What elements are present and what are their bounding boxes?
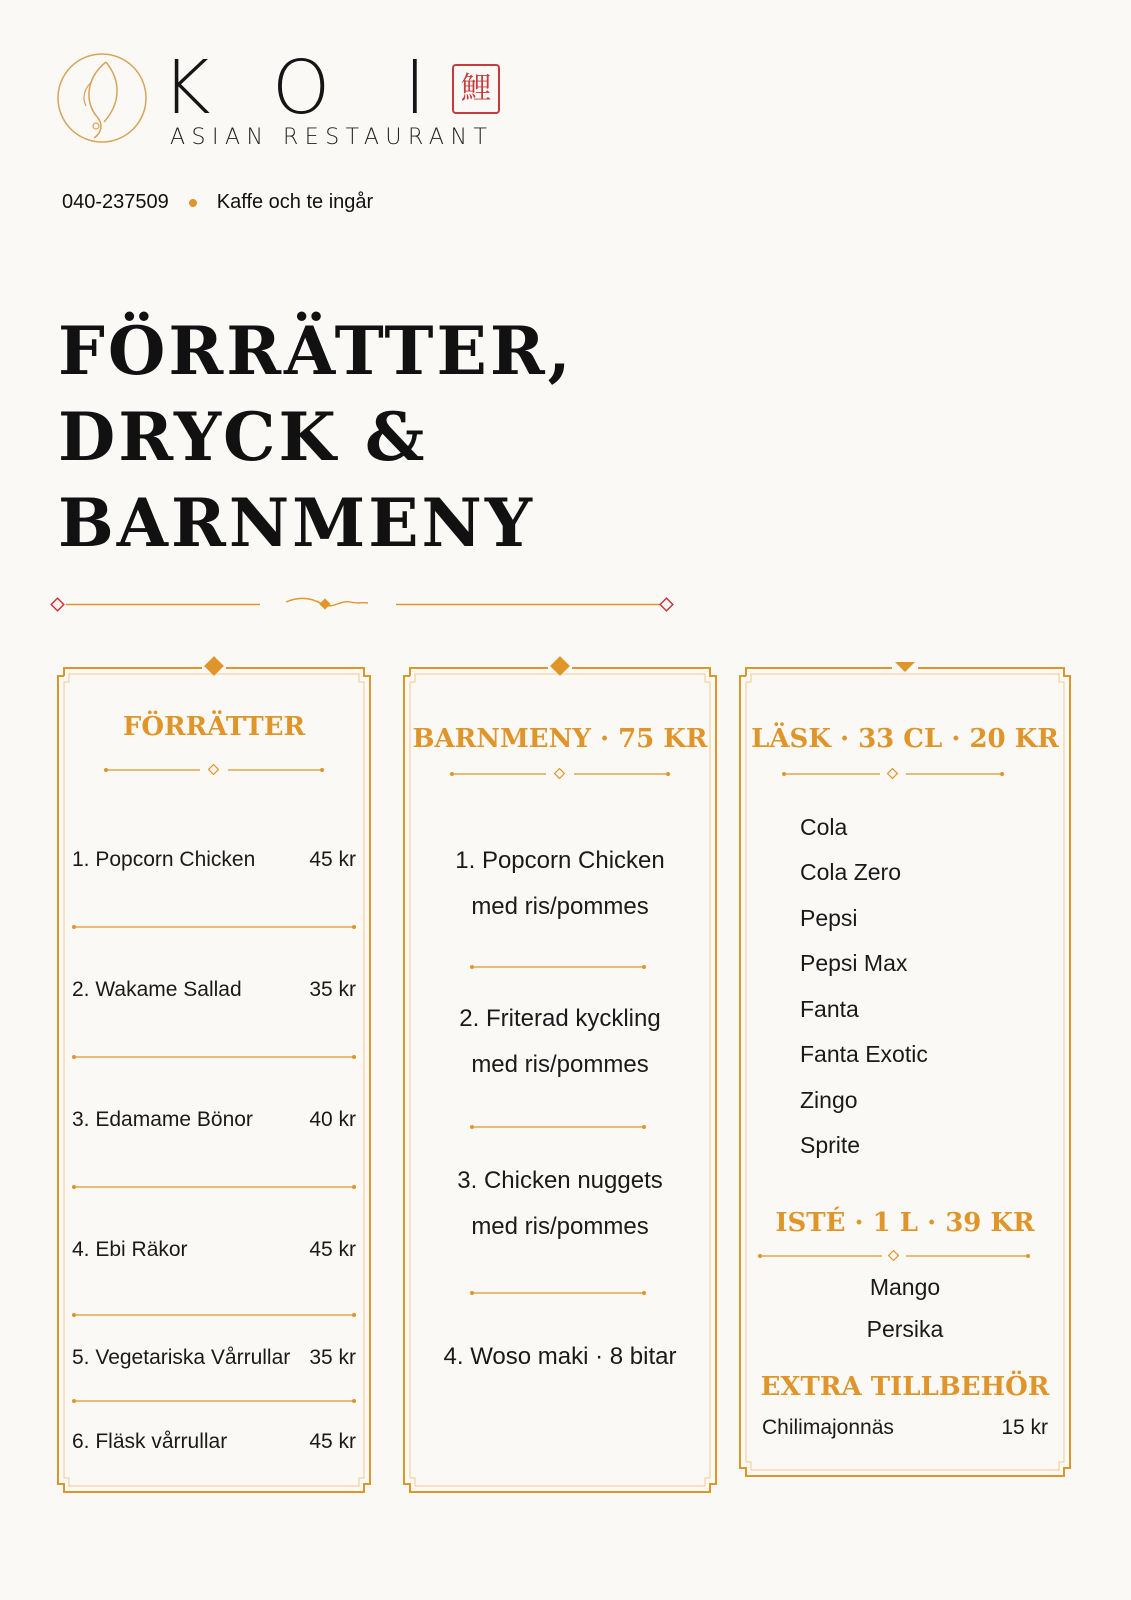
kids-item-side: med ris/pommes <box>471 893 649 920</box>
title-divider <box>450 768 670 780</box>
soda-title: LÄSK · 33 CL · 20 KR <box>751 724 1059 754</box>
kids-menu-card <box>398 656 722 1504</box>
title-divider <box>758 1250 1030 1262</box>
brand-letter-k: K <box>162 45 211 131</box>
drink-item: Cola Zero <box>800 859 901 885</box>
item-price: 45 kr <box>309 1238 356 1261</box>
contact-note: Kaffe och te ingår <box>216 191 374 213</box>
kids-item <box>398 1334 722 1380</box>
drink-item: Fanta Exotic <box>800 1041 928 1067</box>
page-title-line1: FÖRRÄTTER, <box>58 312 574 390</box>
koi-seal-icon: 鯉 <box>452 64 500 114</box>
brand-letter-i: I <box>404 45 426 131</box>
ice-tea-item: Mango <box>869 1274 941 1300</box>
item-price: 45 kr <box>309 848 356 871</box>
item-name: 6. Fläsk vårrullar <box>72 1430 228 1453</box>
card-frame <box>734 656 1076 1488</box>
brand-subtitle: ASIAN RESTAURANT <box>170 125 494 150</box>
page-title-line3: BARNMENY <box>58 484 535 562</box>
ice-tea-item: Persika <box>866 1316 944 1342</box>
kids-item <box>398 838 722 930</box>
kids-item-side: med ris/pommes <box>471 1051 649 1078</box>
title-divider <box>104 764 324 776</box>
item-separator <box>72 1054 356 1060</box>
item-name: 1. Popcorn Chicken <box>72 848 256 871</box>
item-separator <box>470 1124 646 1130</box>
drinks-card <box>734 656 1076 1488</box>
brand-letter-o: O <box>272 45 331 131</box>
koi-logo-icon <box>56 52 148 144</box>
kids-item <box>398 1158 722 1250</box>
item-name: 2. Wakame Sallad <box>72 978 242 1001</box>
drink-item: Pepsi <box>800 905 858 931</box>
drink-item: Fanta <box>800 996 859 1022</box>
title-divider <box>782 768 1004 780</box>
drink-item: Sprite <box>800 1132 861 1158</box>
starters-card <box>52 656 376 1504</box>
extras-title: EXTRA TILLBEHÖR <box>760 1372 1050 1402</box>
card-frame <box>52 656 376 1504</box>
extra-item-price: 15 kr <box>1001 1416 1048 1439</box>
contact-line <box>62 191 373 214</box>
item-separator <box>470 964 646 970</box>
page-title <box>58 308 658 566</box>
kids-item-name: 3. Chicken nuggets <box>457 1167 663 1194</box>
kids-menu-title: BARNMENY · 75 KR <box>412 724 708 754</box>
kids-item <box>398 996 722 1088</box>
item-price: 40 kr <box>309 1108 356 1131</box>
page-title-line2: DRYCK & <box>58 398 428 476</box>
brand-name <box>160 45 460 131</box>
item-price: 35 kr <box>309 978 356 1001</box>
item-name: 4. Ebi Räkor <box>72 1238 188 1261</box>
item-separator <box>72 924 356 930</box>
drink-item: Zingo <box>800 1087 858 1113</box>
item-separator <box>72 1398 356 1404</box>
ornament-divider <box>50 590 690 620</box>
phone-number: 040-237509 <box>62 191 169 213</box>
drink-item: Pepsi Max <box>800 950 908 976</box>
item-price: 35 kr <box>309 1346 356 1369</box>
item-separator <box>72 1184 356 1190</box>
bullet-icon <box>189 199 197 207</box>
extra-item-name: Chilimajonnäs <box>762 1416 894 1439</box>
item-separator <box>72 1312 356 1318</box>
kids-item-name: 4. Woso maki · 8 bitar <box>443 1343 677 1370</box>
item-name: 3. Edamame Bönor <box>72 1108 253 1131</box>
kids-item-side: med ris/pommes <box>471 1213 649 1240</box>
ice-tea-title: ISTÉ · 1 L · 39 KR <box>775 1208 1035 1238</box>
item-price: 45 kr <box>309 1430 356 1453</box>
kids-item-name: 1. Popcorn Chicken <box>455 847 665 874</box>
kids-item-name: 2. Friterad kyckling <box>459 1005 661 1032</box>
starters-title: FÖRRÄTTER <box>122 712 306 742</box>
item-separator <box>470 1290 646 1296</box>
item-name: 5. Vegetariska Vårrullar <box>72 1346 291 1369</box>
drink-item: Cola <box>800 814 848 840</box>
